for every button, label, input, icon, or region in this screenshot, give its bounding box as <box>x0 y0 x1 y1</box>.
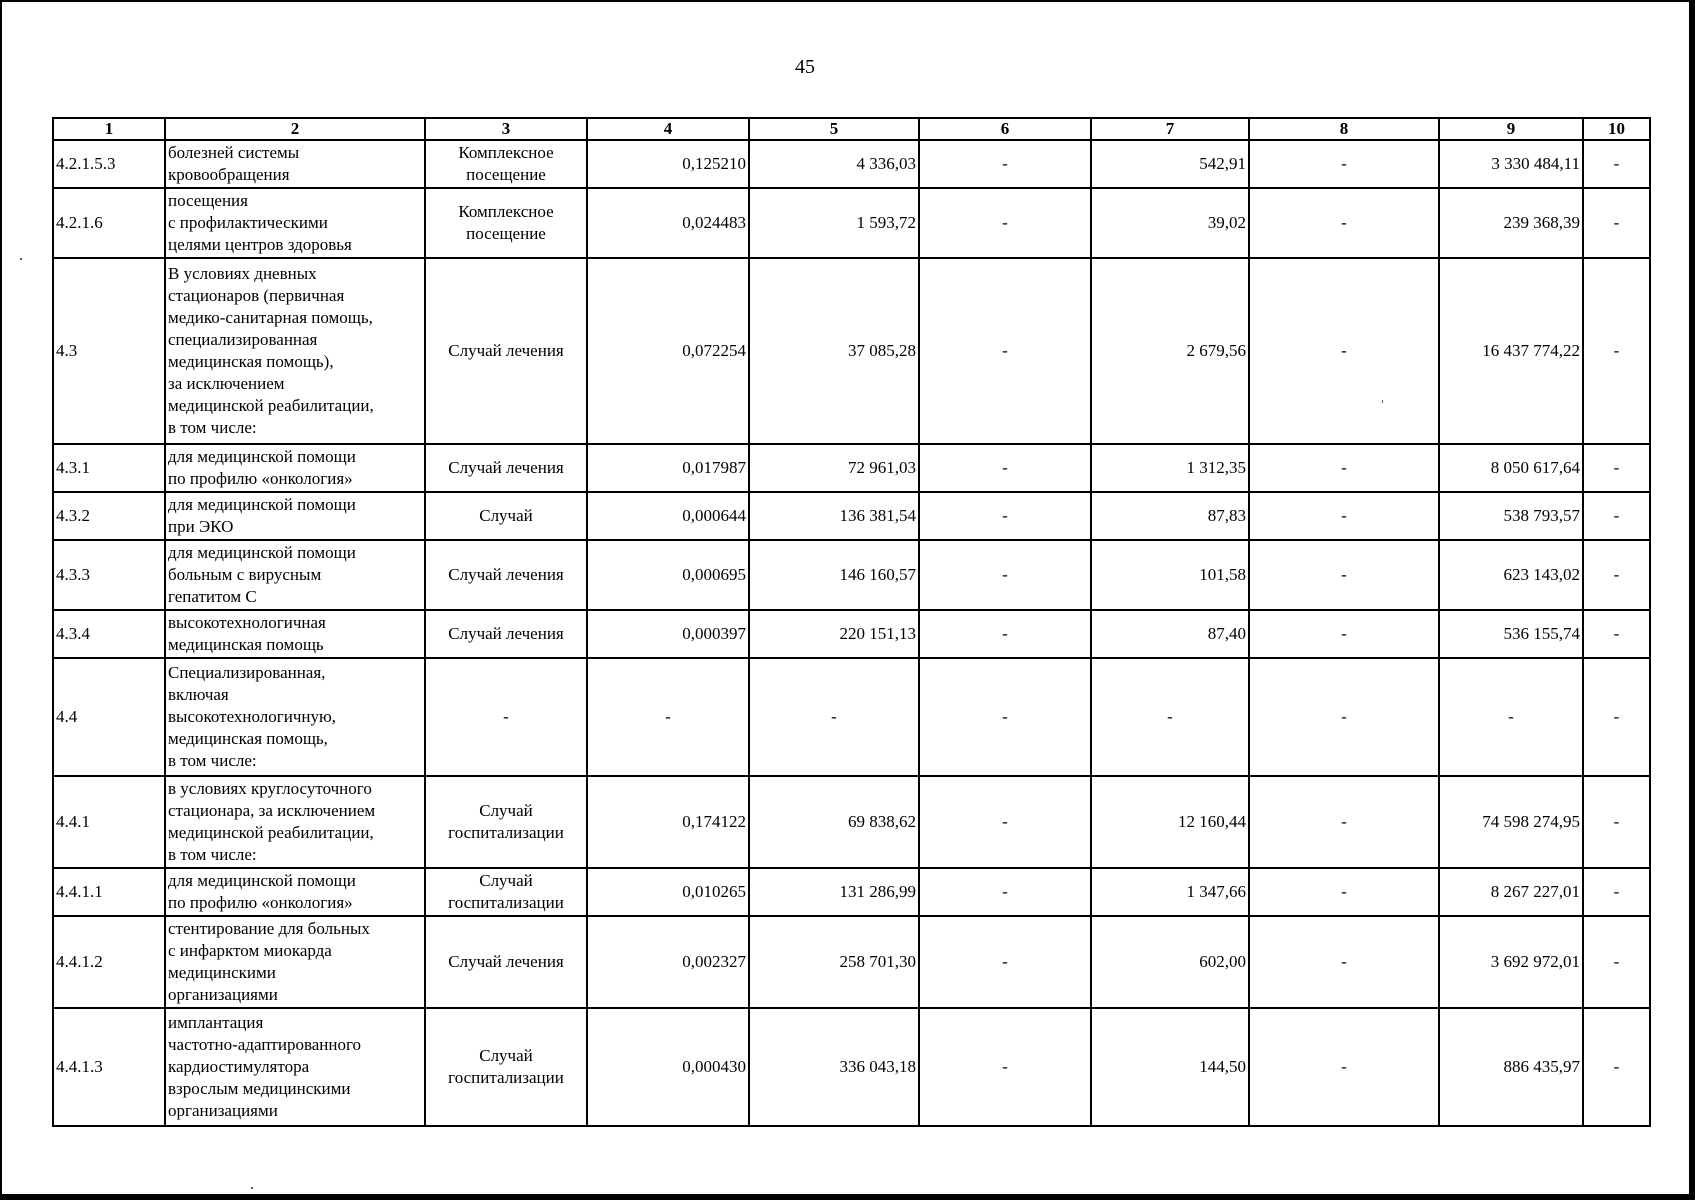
table-row <box>53 258 1650 444</box>
row-col7-cell: 12 160,44 <box>1091 776 1249 868</box>
data-table <box>52 117 1651 1127</box>
row-name-cell <box>165 658 425 776</box>
header-cell: 5 <box>749 118 919 140</box>
row-col6-cell: - <box>919 610 1091 658</box>
row-unit-cell <box>425 258 587 444</box>
row-name-cell-line: специализированная <box>168 330 318 349</box>
row-name-cell-line: медицинская помощь, <box>168 729 328 748</box>
row-code-cell: 4.3.4 <box>53 610 165 658</box>
row-name-cell-line: в том числе: <box>168 751 257 770</box>
row-col5-cell: 1 593,72 <box>749 188 919 258</box>
row-name-cell <box>165 258 425 444</box>
row-col10-cell: - <box>1583 492 1650 540</box>
row-col8-cell: - <box>1249 916 1439 1008</box>
row-col10-cell: - <box>1583 868 1650 916</box>
row-name-cell <box>165 140 425 188</box>
row-name-cell-line: медицинская помощь <box>168 635 324 654</box>
row-col5-cell: 72 961,03 <box>749 444 919 492</box>
row-col6-cell: - <box>919 868 1091 916</box>
header-cell: 7 <box>1091 118 1249 140</box>
row-unit-cell <box>425 1008 587 1126</box>
row-code-cell: 4.3.3 <box>53 540 165 610</box>
row-col10-cell: - <box>1583 1008 1650 1126</box>
row-col9-cell: 886 435,97 <box>1439 1008 1583 1126</box>
row-name-cell-line: болезней системы <box>168 143 300 162</box>
row-col6-cell: - <box>919 916 1091 1008</box>
row-col4-cell: 0,024483 <box>587 188 749 258</box>
row-name-cell <box>165 868 425 916</box>
row-col6-cell: - <box>919 140 1091 188</box>
row-col8-cell: - <box>1249 540 1439 610</box>
header-cell: 10 <box>1583 118 1650 140</box>
row-col9-cell: 74 598 274,95 <box>1439 776 1583 868</box>
row-name-cell-line: стационара, за исключением <box>168 801 376 820</box>
row-col8-cell: - <box>1249 1008 1439 1126</box>
row-col5-cell: 131 286,99 <box>749 868 919 916</box>
row-col9-cell: 8 050 617,64 <box>1439 444 1583 492</box>
row-code-cell: 4.2.1.5.3 <box>53 140 165 188</box>
row-name-cell-line: высокотехнологичную, <box>168 707 336 726</box>
header-cell: 8 <box>1249 118 1439 140</box>
page-number: 45 <box>795 56 815 78</box>
row-name-cell-line: высокотехнологичная <box>168 613 326 632</box>
row-col10-cell: - <box>1583 258 1650 444</box>
row-code-cell: 4.3 <box>53 258 165 444</box>
row-col5-cell: 258 701,30 <box>749 916 919 1008</box>
table-body <box>53 140 1650 1126</box>
row-unit-cell-line: Случай <box>479 871 533 890</box>
row-unit-cell-line: Случай <box>479 506 533 525</box>
row-unit-cell-line: Случай <box>479 1046 533 1065</box>
header-cell: 9 <box>1439 118 1583 140</box>
row-unit-cell <box>425 658 587 776</box>
header-cell: 4 <box>587 118 749 140</box>
row-col7-cell: - <box>1091 658 1249 776</box>
row-col8-cell: - <box>1249 868 1439 916</box>
row-col5-cell: 37 085,28 <box>749 258 919 444</box>
row-col9-cell: 8 267 227,01 <box>1439 868 1583 916</box>
row-unit-cell-line: госпитализации <box>448 893 564 912</box>
row-col10-cell: - <box>1583 776 1650 868</box>
row-name-cell-line: стентирование для больных <box>168 919 370 938</box>
row-unit-cell <box>425 540 587 610</box>
row-code-cell: 4.2.1.6 <box>53 188 165 258</box>
row-code-cell: 4.3.1 <box>53 444 165 492</box>
row-col6-cell: - <box>919 492 1091 540</box>
row-col6-cell: - <box>919 444 1091 492</box>
row-name-cell <box>165 776 425 868</box>
row-col5-cell: 69 838,62 <box>749 776 919 868</box>
row-col8-cell: - <box>1249 258 1439 444</box>
row-unit-cell-line: госпитализации <box>448 823 564 842</box>
row-unit-cell-line: Случай <box>479 801 533 820</box>
row-name-cell-line: медицинской реабилитации, <box>168 823 374 842</box>
row-col9-cell: 3 692 972,01 <box>1439 916 1583 1008</box>
row-name-cell-line: имплантация <box>168 1013 264 1032</box>
row-name-cell-line: для медицинской помощи <box>168 543 356 562</box>
row-col7-cell: 602,00 <box>1091 916 1249 1008</box>
row-name-cell <box>165 492 425 540</box>
row-name-cell <box>165 610 425 658</box>
row-col8-cell: - <box>1249 776 1439 868</box>
row-name-cell-line: медико-санитарная помощь, <box>168 308 373 327</box>
row-col8-cell: - <box>1249 444 1439 492</box>
row-col7-cell: 1 312,35 <box>1091 444 1249 492</box>
row-col4-cell: 0,002327 <box>587 916 749 1008</box>
row-name-cell-line: для медицинской помощи <box>168 495 356 514</box>
row-name-cell-line: частотно-адаптированного <box>168 1035 362 1054</box>
row-name-cell-line: в том числе: <box>168 845 257 864</box>
row-col4-cell: 0,125210 <box>587 140 749 188</box>
row-name-cell-line: по профилю «онкология» <box>168 893 353 912</box>
row-col9-cell: 623 143,02 <box>1439 540 1583 610</box>
row-col6-cell: - <box>919 188 1091 258</box>
row-unit-cell <box>425 140 587 188</box>
row-col10-cell: - <box>1583 188 1650 258</box>
table-row <box>53 916 1650 1008</box>
row-col4-cell: 0,000695 <box>587 540 749 610</box>
row-col7-cell: 1 347,66 <box>1091 868 1249 916</box>
row-name-cell-line: медицинскими <box>168 963 276 982</box>
row-col6-cell: - <box>919 258 1091 444</box>
row-col8-cell: - <box>1249 658 1439 776</box>
row-name-cell <box>165 540 425 610</box>
row-col4-cell: 0,072254 <box>587 258 749 444</box>
row-col8-cell: - <box>1249 492 1439 540</box>
header-cell: 1 <box>53 118 165 140</box>
header-cell: 6 <box>919 118 1091 140</box>
row-col10-cell: - <box>1583 916 1650 1008</box>
row-unit-cell <box>425 610 587 658</box>
row-name-cell-line: кровообращения <box>168 165 290 184</box>
row-col9-cell: 536 155,74 <box>1439 610 1583 658</box>
table-row <box>53 1008 1650 1126</box>
row-col8-cell: - <box>1249 188 1439 258</box>
row-name-cell <box>165 1008 425 1126</box>
row-col4-cell: 0,000644 <box>587 492 749 540</box>
row-name-cell-line: медицинской реабилитации, <box>168 396 374 415</box>
row-col6-cell: - <box>919 776 1091 868</box>
scan-speck <box>251 1187 253 1189</box>
table-row <box>53 868 1650 916</box>
row-name-cell-line: при ЭКО <box>168 517 234 536</box>
row-col7-cell: 39,02 <box>1091 188 1249 258</box>
row-name-cell-line: гепатитом С <box>168 587 257 606</box>
row-col5-cell: 220 151,13 <box>749 610 919 658</box>
row-col7-cell: 87,40 <box>1091 610 1249 658</box>
row-col6-cell: - <box>919 540 1091 610</box>
row-unit-cell <box>425 868 587 916</box>
row-unit-cell-line: госпитализации <box>448 1068 564 1087</box>
row-col7-cell: 144,50 <box>1091 1008 1249 1126</box>
row-unit-cell <box>425 776 587 868</box>
row-unit-cell-line: Случай лечения <box>448 952 564 971</box>
row-unit-cell-line: Комплексное <box>458 143 554 162</box>
table-row <box>53 140 1650 188</box>
row-name-cell-line: с профилактическими <box>168 213 328 232</box>
row-code-cell: 4.4 <box>53 658 165 776</box>
row-name-cell <box>165 444 425 492</box>
row-col9-cell: 239 368,39 <box>1439 188 1583 258</box>
row-code-cell: 4.4.1 <box>53 776 165 868</box>
row-name-cell <box>165 188 425 258</box>
row-name-cell-line: кардиостимулятора <box>168 1057 310 1076</box>
row-col6-cell: - <box>919 658 1091 776</box>
table-row <box>53 444 1650 492</box>
row-code-cell: 4.4.1.1 <box>53 868 165 916</box>
row-name-cell-line: посещения <box>168 191 248 210</box>
scan-speck <box>1382 400 1383 403</box>
row-name-cell-line: В условиях дневных <box>168 264 317 283</box>
row-col10-cell: - <box>1583 140 1650 188</box>
row-col6-cell: - <box>919 1008 1091 1126</box>
row-name-cell-line: включая <box>168 685 229 704</box>
row-name-cell-line: целями центров здоровья <box>168 235 352 254</box>
row-name-cell-line: больным с вирусным <box>168 565 322 584</box>
row-col9-cell: 16 437 774,22 <box>1439 258 1583 444</box>
header-cell: 3 <box>425 118 587 140</box>
row-col8-cell: - <box>1249 140 1439 188</box>
row-code-cell: 4.3.2 <box>53 492 165 540</box>
row-col9-cell: 538 793,57 <box>1439 492 1583 540</box>
row-col5-cell: 336 043,18 <box>749 1008 919 1126</box>
table-row <box>53 776 1650 868</box>
row-name-cell-line: за исключением <box>168 374 285 393</box>
row-col8-cell: - <box>1249 610 1439 658</box>
row-col7-cell: 542,91 <box>1091 140 1249 188</box>
row-unit-cell-line: Случай лечения <box>448 565 564 584</box>
row-name-cell <box>165 916 425 1008</box>
row-unit-cell-line: Комплексное <box>458 202 554 221</box>
row-col10-cell: - <box>1583 610 1650 658</box>
row-col4-cell: 0,000430 <box>587 1008 749 1126</box>
row-col5-cell: - <box>749 658 919 776</box>
row-col9-cell: 3 330 484,11 <box>1439 140 1583 188</box>
table-row <box>53 188 1650 258</box>
row-name-cell-line: в условиях круглосуточного <box>168 779 372 798</box>
row-name-cell-line: медицинская помощь), <box>168 352 334 371</box>
row-unit-cell <box>425 916 587 1008</box>
row-code-cell: 4.4.1.3 <box>53 1008 165 1126</box>
scan-speck <box>20 258 22 260</box>
row-col4-cell: - <box>587 658 749 776</box>
row-name-cell-line: для медицинской помощи <box>168 871 356 890</box>
header-cell: 2 <box>165 118 425 140</box>
row-code-cell: 4.4.1.2 <box>53 916 165 1008</box>
row-col9-cell: - <box>1439 658 1583 776</box>
row-unit-cell-line: Случай лечения <box>448 458 564 477</box>
row-name-cell-line: стационаров (первичная <box>168 286 345 305</box>
table-row <box>53 610 1650 658</box>
row-col7-cell: 2 679,56 <box>1091 258 1249 444</box>
row-col7-cell: 101,58 <box>1091 540 1249 610</box>
row-col7-cell: 87,83 <box>1091 492 1249 540</box>
row-col5-cell: 136 381,54 <box>749 492 919 540</box>
row-name-cell-line: взрослым медицинскими <box>168 1079 351 1098</box>
row-col4-cell: 0,017987 <box>587 444 749 492</box>
row-col4-cell: 0,174122 <box>587 776 749 868</box>
row-unit-cell-line: Случай лечения <box>448 624 564 643</box>
table-row <box>53 492 1650 540</box>
row-unit-cell-line: Случай лечения <box>448 341 564 360</box>
row-name-cell-line: организациями <box>168 985 278 1004</box>
row-name-cell-line: в том числе: <box>168 418 257 437</box>
row-name-cell-line: по профилю «онкология» <box>168 469 353 488</box>
row-unit-cell <box>425 444 587 492</box>
row-unit-cell-line: посещение <box>466 165 546 184</box>
row-col4-cell: 0,010265 <box>587 868 749 916</box>
table-row <box>53 540 1650 610</box>
row-unit-cell-line: посещение <box>466 224 546 243</box>
row-col10-cell: - <box>1583 444 1650 492</box>
row-name-cell-line: с инфарктом миокарда <box>168 941 332 960</box>
row-name-cell-line: для медицинской помощи <box>168 447 356 466</box>
row-name-cell-line: организациями <box>168 1101 278 1120</box>
row-col4-cell: 0,000397 <box>587 610 749 658</box>
row-col10-cell: - <box>1583 540 1650 610</box>
row-col5-cell: 146 160,57 <box>749 540 919 610</box>
row-col5-cell: 4 336,03 <box>749 140 919 188</box>
row-name-cell-line: Специализированная, <box>168 663 326 682</box>
row-unit-cell <box>425 492 587 540</box>
row-unit-cell <box>425 188 587 258</box>
header-row <box>53 118 1650 140</box>
table-row <box>53 658 1650 776</box>
row-unit-cell-line: - <box>503 707 509 726</box>
row-col10-cell: - <box>1583 658 1650 776</box>
